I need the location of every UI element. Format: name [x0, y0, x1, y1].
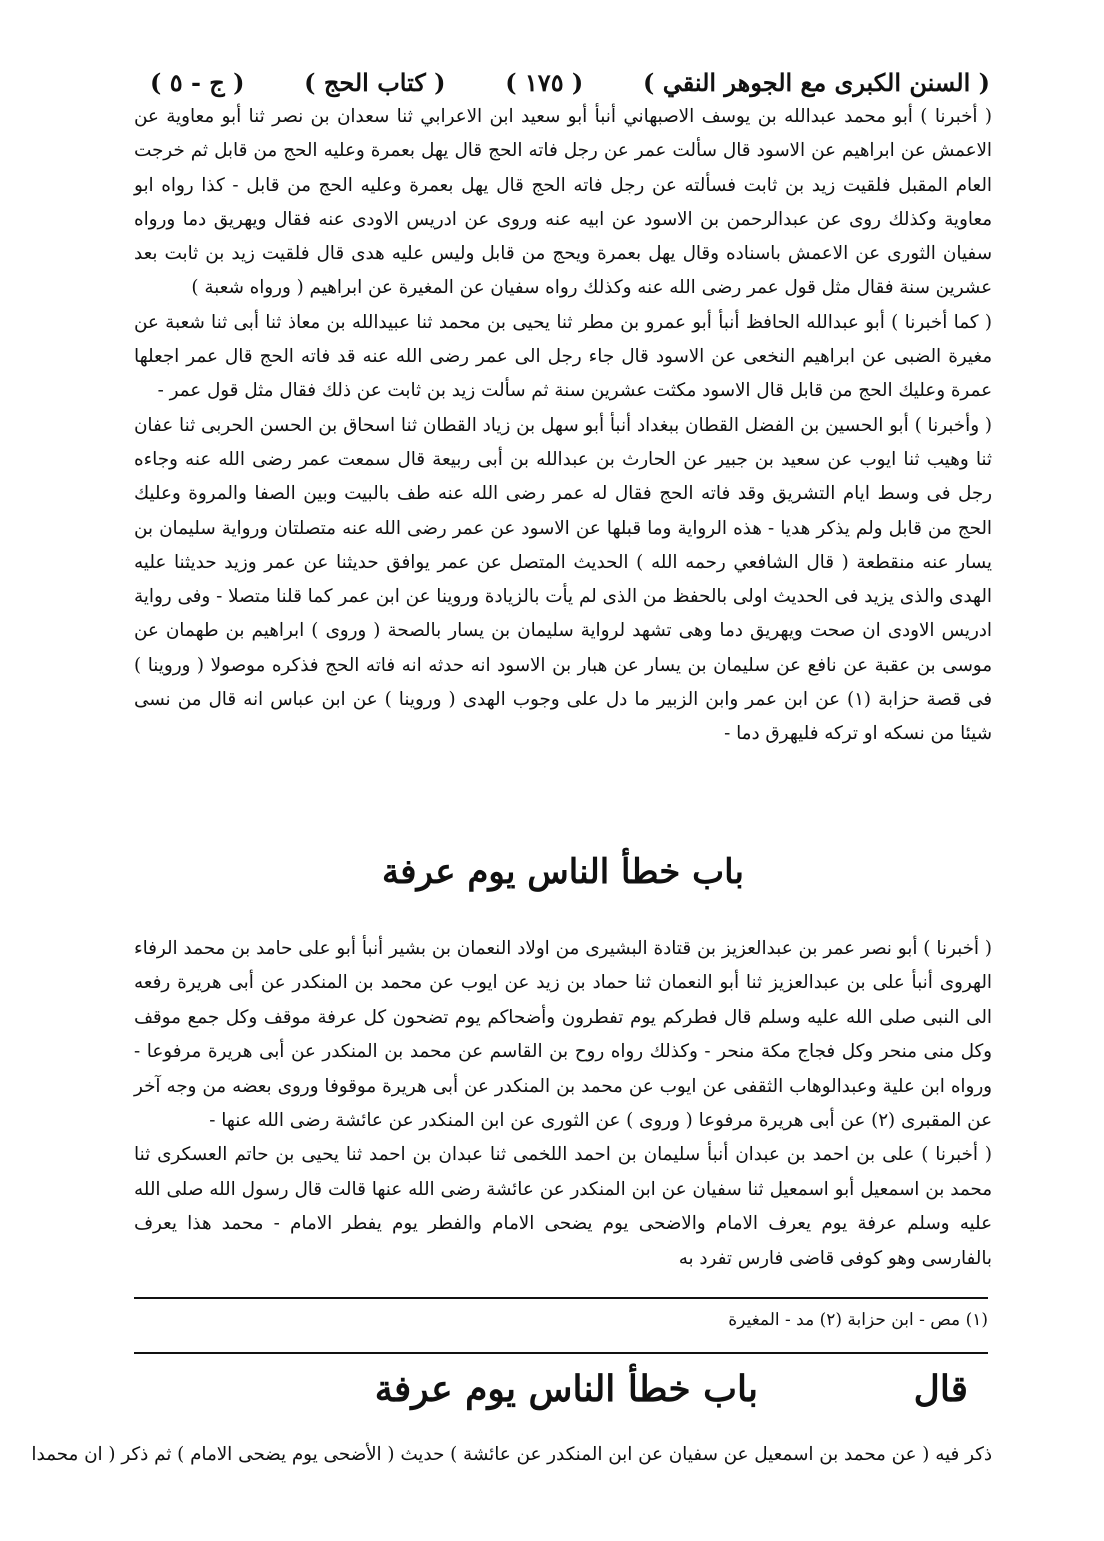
main-text-section-2 [134, 932, 992, 1276]
divider [134, 1297, 988, 1299]
volume-number: ( ج - ٥ ) [150, 67, 245, 97]
section-heading: باب خطأ الناس يوم عرفة [382, 852, 744, 892]
paragraph: ( أخبرنا ) أبو محمد عبدالله بن يوسف الاصبهاني أنبأ أبو سعيد ابن الاعرابي ثنا سعدان بن نصر ثنا أبو معاوية عن الاعمش عن ابراهيم عن الاسود قال سألت عمر عن رجل فاته الحج قال يهل بعمرة وعليه الحج من قابل ثم خرجت العام المقبل فلقيت زيد بن ثابت فسألته عن رجل فاته الحج قال يهل بعمرة وعليه الحج من قابل - كذا رواه ابو معاوية وكذلك روى عن عبدالرحمن بن الاسود عن ابيه عنه وروى عن ادريس الاودى عنه فقال ويهريق دما ورواه سفيان الثورى عن الاعمش باسناده وقال يهل بعمرة ويحج من قابل وليس عليه هدى قال فلقيت زيد بن ثابت بعد عشرين سنة فقال مثل قول عمر رضى الله عنه وكذلك رواه سفيان عن المغيرة عن ابراهيم ( ورواه شعبة ) [134, 106, 992, 299]
paragraph: ( كما أخبرنا ) أبو عبدالله الحافظ أنبأ أبو عمرو بن مطر ثنا يحيى بن محمد ثنا عبيدالله بن معاذ ثنا أبى ثنا شعبة عن مغيرة الضبى عن ابراهيم النخعى عن الاسود قال جاء رجل الى عمر رضى الله عنه قد فاته الحج قال عمر اجعلها عمرة وعليك الحج من قابل قال الاسود مكثت عشرين سنة ثم سألت زيد بن ثابت عن ذلك فقال مثل قول عمر - [134, 311, 992, 402]
commentary-text: ذكر فيه ( عن محمد بن اسمعيل عن سفيان عن ابن المنكدر عن عائشة ) حديث ( الأضحى يوم يضحى الامام ) ثم ذكر ( ان محمدا [31, 1444, 992, 1465]
page-number: ( ١٧٥ ) [505, 67, 584, 97]
paragraph: ( أخبرنا ) على بن احمد بن عبدان أنبأ سليمان بن احمد اللخمى ثنا عبدان بن احمد ثنا يحيى بن حاتم العسكرى ثنا محمد بن اسمعيل أبو اسمعيل ثنا سفيان عن ابن المنكدر عن عائشة رضى الله عنها قالت قال رسول الله صلى الله عليه وسلم عرفة يوم يعرف الامام والاضحى يوم يضحى الامام والفطر يوم يفطر الامام - محمد هذا يعرف بالفارسى وهو كوفى قاضى فارس تفرد به [134, 1144, 992, 1269]
book-title: ( السنن الكبرى مع الجوهر النقي ) [642, 67, 990, 97]
chapter-title: ( كتاب الحج ) [304, 67, 446, 97]
running-header [150, 60, 990, 104]
paragraph: ( أخبرنا ) أبو نصر عمر بن عبدالعزيز بن قتادة البشيرى من اولاد النعمان بن بشير أنبأ أبو على حامد بن محمد الرفاء الهروى أنبأ على بن عبدالعزيز ثنا أبو النعمان ثنا حماد بن زيد عن ايوب عن محمد بن المنكدر عن أبى هريرة رفعه الى النبى صلى الله عليه وسلم قال فطركم يوم تفطرون وأضحاكم يوم تضحون كل عرفة موقف وكل جمع موقف وكل منى منحر وكل فجاج مكة منحر - وكذلك رواه روح بن القاسم عن محمد بن المنكدر عن أبى هريرة مرفوعا - ورواه ابن علية وعبدالوهاب الثقفى عن ايوب عن محمد بن المنكدر عن أبى هريرة موقوفا وروى بعضه من وجه آخر عن المقبرى (٢) عن أبى هريرة مرفوعا ( وروى ) عن الثورى عن ابن المنكدر عن عائشة رضى الله عنها - [134, 938, 992, 1132]
commentary-heading [134, 1368, 988, 1428]
footnotes: (١) مص - ابن حزابة (٢) مد - المغيرة [728, 1310, 988, 1330]
main-text-section-1 [134, 100, 992, 752]
commentary-title: باب خطأ الناس يوم عرفة [374, 1368, 758, 1410]
commentary-qal: قال [913, 1368, 968, 1410]
paragraph: ( وأخبرنا ) أبو الحسين بن الفضل القطان ببغداد أنبأ أبو سهل بن زياد القطان ثنا اسحاق بن الحسن الحربى ثنا عفان ثنا وهيب ثنا ايوب عن سعيد بن جبير عن الحارث بن عبدالله بن أبى ربيعة قال سمعت عمر رضى الله عنه وجاءه رجل فى وسط ايام التشريق وقد فاته الحج فقال له عمر رضى الله عنه طف بالبيت وبين الصفا والمروة وعليك الحج من قابل ولم يذكر هديا - هذه الرواية وما قبلها عن الاسود عن عمر رضى الله عنه متصلتان ورواية سليمان بن يسار عنه منقطعة ( قال الشافعي رحمه الله ) الحديث المتصل عن عمر يوافق حديثنا عن عمر وزيد حديثنا عليه الهدى والذى يزيد فى الحديث اولى بالحفظ من الذى لم يأت بالزيادة وروينا عن ابن عمر كما قلنا متصلا - وفى رواية ادريس الاودى ان صحت ويهريق دما وهى تشهد لرواية سليمان بن يسار بالصحة ( وروى ) ابراهيم بن طهمان عن موسى بن عقبة عن نافع عن سليمان بن يسار عن هبار بن الاسود انه حدثه انه فاته الحج فذكره موصولا ( وروينا ) فى قصة حزابة (١) عن ابن عمر وابن الزبير ما دل على وجوب الهدى ( وروينا ) عن ابن عباس انه قال من نسى شيئا من نسكه او تركه فليهرق دما - [134, 414, 992, 745]
divider [134, 1352, 988, 1354]
